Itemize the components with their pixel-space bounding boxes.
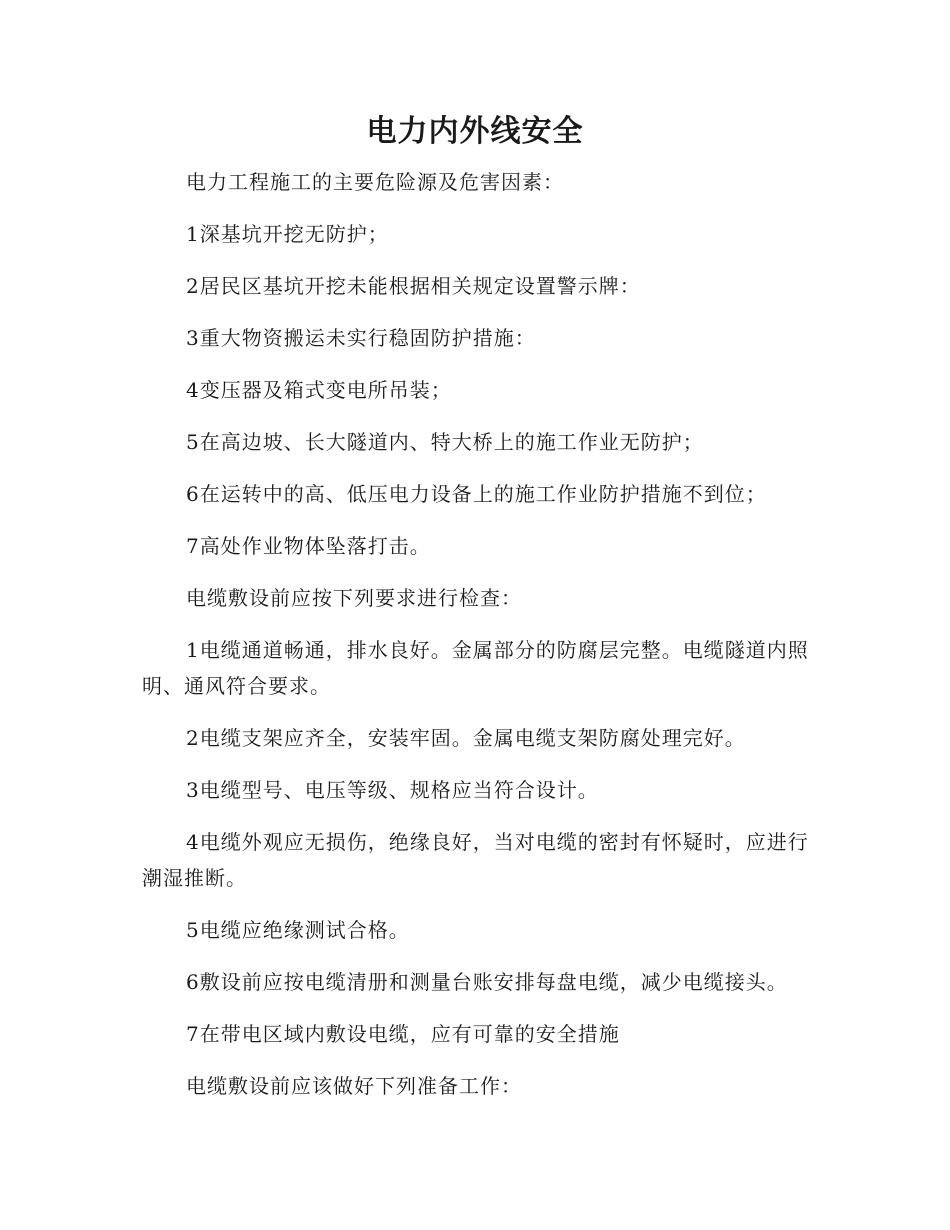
paragraph: 2电缆支架应齐全，安装牢固。金属电缆支架防腐处理完好。	[186, 726, 746, 750]
paragraph: 电缆敷设前应按下列要求进行检查：	[186, 586, 522, 610]
paragraph: 3电缆型号、电压等级、规格应当符合设计。	[186, 778, 599, 802]
document-body	[142, 164, 812, 1120]
paragraph: 电缆敷设前应该做好下列准备工作：	[186, 1074, 522, 1098]
paragraph: 6在运转中的高、低压电力设备上的施工作业防护措施不到位；	[186, 482, 767, 506]
paragraph: 1深基坑开挖无防护；	[186, 222, 389, 246]
paragraph: 2居民区基坑开挖未能根据相关规定设置警示牌：	[186, 274, 641, 298]
document-title: 电力内外线安全	[366, 114, 584, 149]
paragraph: 5在高边坡、长大隧道内、特大桥上的施工作业无防护；	[186, 430, 704, 454]
paragraph: 4变压器及箱式变电所吊装；	[186, 378, 452, 402]
paragraph: 1电缆通道畅通，排水良好。金属部分的防腐层完整。电缆隧道内照明、通风符合要求。	[142, 638, 809, 698]
paragraph: 7在带电区域内敷设电缆，应有可靠的安全措施	[186, 1022, 620, 1046]
paragraph: 3重大物资搬运未实行稳固防护措施：	[186, 326, 536, 350]
paragraph: 电力工程施工的主要危险源及危害因素：	[186, 170, 564, 194]
paragraph: 7高处作业物体坠落打击。	[186, 534, 431, 558]
paragraph: 4电缆外观应无损伤，绝缘良好，当对电缆的密封有怀疑时，应进行潮湿推断。	[142, 830, 809, 890]
paragraph: 6敷设前应按电缆清册和测量台账安排每盘电缆，减少电缆接头。	[186, 970, 788, 994]
paragraph: 5电缆应绝缘测试合格。	[186, 918, 410, 942]
